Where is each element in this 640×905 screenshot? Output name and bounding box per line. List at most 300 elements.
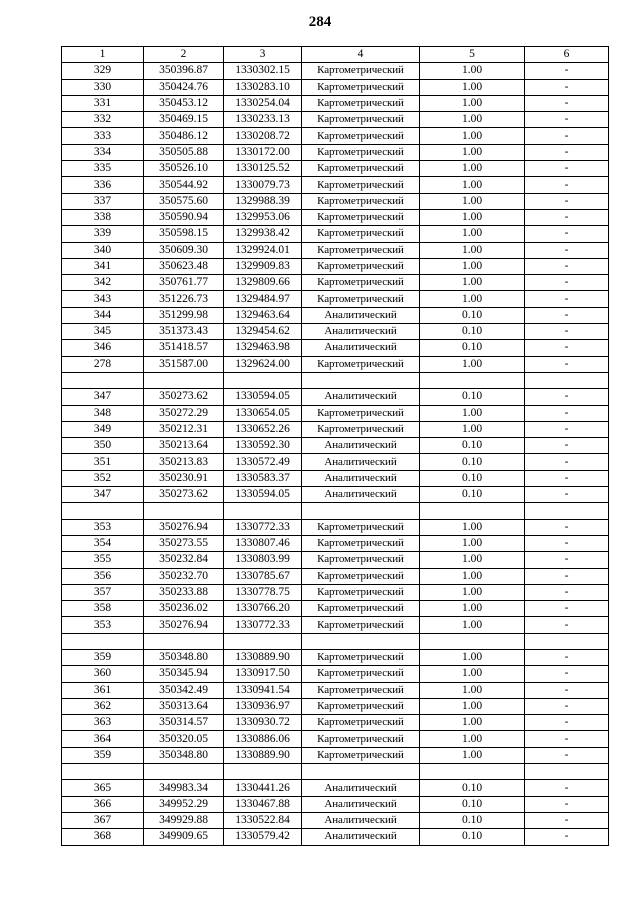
note-cell: -: [525, 780, 609, 796]
accuracy-cell: 0.10: [420, 796, 525, 812]
method-cell: Картометрический: [302, 731, 420, 747]
x-coordinate-cell: 349909.65: [144, 829, 224, 845]
y-coordinate-cell: 1329953.06: [224, 209, 302, 225]
point-number-cell: 360: [62, 666, 144, 682]
table-row: [62, 552, 609, 568]
method-cell: Картометрический: [302, 63, 420, 79]
accuracy-cell: 1.00: [420, 405, 525, 421]
accuracy-cell: 1.00: [420, 291, 525, 307]
point-number-cell: 356: [62, 568, 144, 584]
point-number-cell: 353: [62, 617, 144, 633]
accuracy-cell: [420, 764, 525, 780]
table-row: [62, 275, 609, 291]
accuracy-cell: 1.00: [420, 747, 525, 763]
point-number-cell: 359: [62, 747, 144, 763]
table-row: [62, 324, 609, 340]
accuracy-cell: 0.10: [420, 470, 525, 486]
point-number-cell: 362: [62, 698, 144, 714]
method-cell: Картометрический: [302, 715, 420, 731]
x-coordinate-cell: 350236.02: [144, 601, 224, 617]
x-coordinate-cell: 350213.64: [144, 438, 224, 454]
point-number-cell: 346: [62, 340, 144, 356]
point-number-cell: 333: [62, 128, 144, 144]
note-cell: -: [525, 552, 609, 568]
accuracy-cell: 1.00: [420, 601, 525, 617]
x-coordinate-cell: 350761.77: [144, 275, 224, 291]
y-coordinate-cell: 1330467.88: [224, 796, 302, 812]
accuracy-cell: 1.00: [420, 698, 525, 714]
x-coordinate-cell: 350233.88: [144, 584, 224, 600]
x-coordinate-cell: 351373.43: [144, 324, 224, 340]
note-cell: -: [525, 144, 609, 160]
y-coordinate-cell: 1329624.00: [224, 356, 302, 372]
method-cell: Аналитический: [302, 307, 420, 323]
point-number-cell: 334: [62, 144, 144, 160]
accuracy-cell: 0.10: [420, 307, 525, 323]
x-coordinate-cell: 350526.10: [144, 161, 224, 177]
accuracy-cell: 1.00: [420, 144, 525, 160]
method-cell: Картометрический: [302, 649, 420, 665]
point-number-cell: 357: [62, 584, 144, 600]
accuracy-cell: 1.00: [420, 715, 525, 731]
note-cell: -: [525, 307, 609, 323]
method-cell: Картометрический: [302, 209, 420, 225]
note-cell: -: [525, 682, 609, 698]
note-cell: -: [525, 340, 609, 356]
point-number-cell: 341: [62, 258, 144, 274]
accuracy-cell: 1.00: [420, 584, 525, 600]
y-coordinate-cell: 1330302.15: [224, 63, 302, 79]
accuracy-cell: 1.00: [420, 275, 525, 291]
y-coordinate-cell: 1330583.37: [224, 470, 302, 486]
table-row: [62, 258, 609, 274]
accuracy-cell: 1.00: [420, 177, 525, 193]
y-coordinate-cell: 1330079.73: [224, 177, 302, 193]
y-coordinate-cell: 1330778.75: [224, 584, 302, 600]
accuracy-cell: 0.10: [420, 829, 525, 845]
accuracy-cell: [420, 503, 525, 519]
note-cell: -: [525, 63, 609, 79]
method-cell: Картометрический: [302, 95, 420, 111]
accuracy-cell: 1.00: [420, 568, 525, 584]
y-coordinate-cell: 1330886.06: [224, 731, 302, 747]
table-row: [62, 470, 609, 486]
table-row: [62, 568, 609, 584]
accuracy-cell: 1.00: [420, 112, 525, 128]
table-row: [62, 535, 609, 551]
table-row: [62, 633, 609, 649]
x-coordinate-cell: 350313.64: [144, 698, 224, 714]
x-coordinate-cell: 350396.87: [144, 63, 224, 79]
point-number-cell: 364: [62, 731, 144, 747]
table-body: [62, 63, 609, 845]
table-row: [62, 95, 609, 111]
method-cell: Картометрический: [302, 112, 420, 128]
table-row: [62, 796, 609, 812]
accuracy-cell: 0.10: [420, 438, 525, 454]
y-coordinate-cell: 1330917.50: [224, 666, 302, 682]
note-cell: -: [525, 617, 609, 633]
point-number-cell: 354: [62, 535, 144, 551]
note-cell: -: [525, 209, 609, 225]
y-coordinate-cell: 1330807.46: [224, 535, 302, 551]
method-cell: Картометрический: [302, 193, 420, 209]
method-cell: Картометрический: [302, 405, 420, 421]
point-number-cell: 350: [62, 438, 144, 454]
method-cell: Картометрический: [302, 275, 420, 291]
table-row: [62, 519, 609, 535]
y-coordinate-cell: 1329484.97: [224, 291, 302, 307]
point-number-cell: 349: [62, 421, 144, 437]
y-coordinate-cell: [224, 633, 302, 649]
table-row: [62, 144, 609, 160]
point-number-cell: 332: [62, 112, 144, 128]
method-cell: Картометрический: [302, 421, 420, 437]
method-cell: Аналитический: [302, 324, 420, 340]
accuracy-cell: 0.10: [420, 780, 525, 796]
x-coordinate-cell: 350348.80: [144, 649, 224, 665]
table-row: [62, 666, 609, 682]
method-cell: Аналитический: [302, 487, 420, 503]
table-row: [62, 764, 609, 780]
point-number-cell: 359: [62, 649, 144, 665]
method-cell: Картометрический: [302, 682, 420, 698]
note-cell: -: [525, 258, 609, 274]
table-row: [62, 812, 609, 828]
note-cell: [525, 633, 609, 649]
y-coordinate-cell: 1330125.52: [224, 161, 302, 177]
accuracy-cell: 0.10: [420, 812, 525, 828]
x-coordinate-cell: [144, 372, 224, 388]
accuracy-cell: 0.10: [420, 324, 525, 340]
x-coordinate-cell: 350486.12: [144, 128, 224, 144]
table-row: [62, 307, 609, 323]
point-number-cell: 361: [62, 682, 144, 698]
y-coordinate-cell: 1330572.49: [224, 454, 302, 470]
x-coordinate-cell: 350623.48: [144, 258, 224, 274]
point-number-cell: 352: [62, 470, 144, 486]
note-cell: -: [525, 161, 609, 177]
accuracy-cell: 0.10: [420, 454, 525, 470]
point-number-cell: 339: [62, 226, 144, 242]
point-number-cell: 368: [62, 829, 144, 845]
y-coordinate-cell: 1330772.33: [224, 617, 302, 633]
y-coordinate-cell: [224, 372, 302, 388]
point-number-cell: [62, 633, 144, 649]
x-coordinate-cell: 350575.60: [144, 193, 224, 209]
point-number-cell: 337: [62, 193, 144, 209]
y-coordinate-cell: 1330283.10: [224, 79, 302, 95]
page-number: 284: [308, 14, 332, 30]
accuracy-cell: 1.00: [420, 666, 525, 682]
note-cell: -: [525, 405, 609, 421]
note-cell: -: [525, 193, 609, 209]
column-header: 6: [525, 47, 609, 63]
note-cell: -: [525, 177, 609, 193]
method-cell: Картометрический: [302, 226, 420, 242]
x-coordinate-cell: 350320.05: [144, 731, 224, 747]
table-row: [62, 291, 609, 307]
y-coordinate-cell: 1330654.05: [224, 405, 302, 421]
point-number-cell: 367: [62, 812, 144, 828]
y-coordinate-cell: 1330936.97: [224, 698, 302, 714]
x-coordinate-cell: [144, 764, 224, 780]
column-header: 3: [224, 47, 302, 63]
column-header: 1: [62, 47, 144, 63]
y-coordinate-cell: 1330594.05: [224, 487, 302, 503]
accuracy-cell: 1.00: [420, 519, 525, 535]
x-coordinate-cell: 350342.49: [144, 682, 224, 698]
method-cell: [302, 372, 420, 388]
note-cell: -: [525, 389, 609, 405]
table-row: [62, 161, 609, 177]
note-cell: -: [525, 584, 609, 600]
accuracy-cell: [420, 633, 525, 649]
x-coordinate-cell: 349952.29: [144, 796, 224, 812]
table-row: [62, 454, 609, 470]
y-coordinate-cell: 1330652.26: [224, 421, 302, 437]
method-cell: Картометрический: [302, 617, 420, 633]
note-cell: -: [525, 79, 609, 95]
point-number-cell: 347: [62, 389, 144, 405]
method-cell: Картометрический: [302, 242, 420, 258]
method-cell: Картометрический: [302, 666, 420, 682]
note-cell: [525, 372, 609, 388]
x-coordinate-cell: 351587.00: [144, 356, 224, 372]
column-header: 5: [420, 47, 525, 63]
y-coordinate-cell: 1329909.83: [224, 258, 302, 274]
method-cell: Аналитический: [302, 812, 420, 828]
x-coordinate-cell: 351226.73: [144, 291, 224, 307]
point-number-cell: 342: [62, 275, 144, 291]
table-row: [62, 698, 609, 714]
x-coordinate-cell: 350453.12: [144, 95, 224, 111]
point-number-cell: 343: [62, 291, 144, 307]
y-coordinate-cell: 1330930.72: [224, 715, 302, 731]
table-row: [62, 617, 609, 633]
accuracy-cell: 1.00: [420, 258, 525, 274]
method-cell: Картометрический: [302, 552, 420, 568]
x-coordinate-cell: 350212.31: [144, 421, 224, 437]
point-number-cell: 365: [62, 780, 144, 796]
table-row: [62, 372, 609, 388]
point-number-cell: 358: [62, 601, 144, 617]
accuracy-cell: 1.00: [420, 209, 525, 225]
x-coordinate-cell: 350213.83: [144, 454, 224, 470]
note-cell: -: [525, 112, 609, 128]
note-cell: -: [525, 731, 609, 747]
x-coordinate-cell: 350232.70: [144, 568, 224, 584]
x-coordinate-cell: 350314.57: [144, 715, 224, 731]
table-row: [62, 112, 609, 128]
y-coordinate-cell: 1329463.98: [224, 340, 302, 356]
note-cell: -: [525, 438, 609, 454]
accuracy-cell: 1.00: [420, 421, 525, 437]
point-number-cell: 351: [62, 454, 144, 470]
accuracy-cell: 1.00: [420, 128, 525, 144]
note-cell: -: [525, 715, 609, 731]
table-row: [62, 128, 609, 144]
point-number-cell: 353: [62, 519, 144, 535]
accuracy-cell: 1.00: [420, 161, 525, 177]
accuracy-cell: [420, 372, 525, 388]
table-row: [62, 242, 609, 258]
note-cell: -: [525, 324, 609, 340]
method-cell: Аналитический: [302, 454, 420, 470]
x-coordinate-cell: 350345.94: [144, 666, 224, 682]
point-number-cell: [62, 503, 144, 519]
y-coordinate-cell: 1330208.72: [224, 128, 302, 144]
point-number-cell: 335: [62, 161, 144, 177]
x-coordinate-cell: 350598.15: [144, 226, 224, 242]
point-number-cell: 330: [62, 79, 144, 95]
accuracy-cell: 0.10: [420, 340, 525, 356]
accuracy-cell: 1.00: [420, 552, 525, 568]
note-cell: -: [525, 535, 609, 551]
point-number-cell: 338: [62, 209, 144, 225]
table-row: [62, 682, 609, 698]
x-coordinate-cell: 350272.29: [144, 405, 224, 421]
note-cell: -: [525, 747, 609, 763]
note-cell: -: [525, 568, 609, 584]
note-cell: -: [525, 487, 609, 503]
x-coordinate-cell: 350590.94: [144, 209, 224, 225]
point-number-cell: 355: [62, 552, 144, 568]
y-coordinate-cell: 1330889.90: [224, 649, 302, 665]
y-coordinate-cell: 1329938.42: [224, 226, 302, 242]
accuracy-cell: 1.00: [420, 682, 525, 698]
table-row: [62, 487, 609, 503]
table-row: [62, 731, 609, 747]
note-cell: -: [525, 649, 609, 665]
method-cell: Картометрический: [302, 144, 420, 160]
x-coordinate-cell: 350273.62: [144, 389, 224, 405]
accuracy-cell: 1.00: [420, 79, 525, 95]
point-number-cell: 344: [62, 307, 144, 323]
method-cell: Картометрический: [302, 79, 420, 95]
table-row: [62, 601, 609, 617]
x-coordinate-cell: 351418.57: [144, 340, 224, 356]
y-coordinate-cell: 1329988.39: [224, 193, 302, 209]
y-coordinate-cell: 1330785.67: [224, 568, 302, 584]
point-number-cell: [62, 372, 144, 388]
y-coordinate-cell: 1330803.99: [224, 552, 302, 568]
note-cell: [525, 764, 609, 780]
table-row: [62, 389, 609, 405]
y-coordinate-cell: 1330441.26: [224, 780, 302, 796]
note-cell: -: [525, 421, 609, 437]
accuracy-cell: 1.00: [420, 617, 525, 633]
point-number-cell: 348: [62, 405, 144, 421]
x-coordinate-cell: 350273.62: [144, 487, 224, 503]
y-coordinate-cell: 1330592.30: [224, 438, 302, 454]
y-coordinate-cell: 1330889.90: [224, 747, 302, 763]
point-number-cell: 347: [62, 487, 144, 503]
note-cell: -: [525, 275, 609, 291]
method-cell: Аналитический: [302, 438, 420, 454]
y-coordinate-cell: 1330233.13: [224, 112, 302, 128]
y-coordinate-cell: [224, 764, 302, 780]
method-cell: Картометрический: [302, 519, 420, 535]
note-cell: [525, 503, 609, 519]
method-cell: Аналитический: [302, 470, 420, 486]
x-coordinate-cell: 350609.30: [144, 242, 224, 258]
method-cell: Картометрический: [302, 177, 420, 193]
column-header: 4: [302, 47, 420, 63]
method-cell: Картометрический: [302, 356, 420, 372]
method-cell: [302, 633, 420, 649]
table-row: [62, 780, 609, 796]
method-cell: Картометрический: [302, 568, 420, 584]
x-coordinate-cell: 350544.92: [144, 177, 224, 193]
accuracy-cell: 1.00: [420, 356, 525, 372]
table-row: [62, 226, 609, 242]
table-row: [62, 405, 609, 421]
y-coordinate-cell: 1329924.01: [224, 242, 302, 258]
coordinates-table: [61, 46, 609, 846]
point-number-cell: 329: [62, 63, 144, 79]
y-coordinate-cell: 1330941.54: [224, 682, 302, 698]
y-coordinate-cell: 1330172.00: [224, 144, 302, 160]
x-coordinate-cell: 349983.34: [144, 780, 224, 796]
method-cell: Картометрический: [302, 584, 420, 600]
x-coordinate-cell: 350469.15: [144, 112, 224, 128]
x-coordinate-cell: 351299.98: [144, 307, 224, 323]
table-row: [62, 747, 609, 763]
accuracy-cell: 0.10: [420, 487, 525, 503]
column-header: 2: [144, 47, 224, 63]
x-coordinate-cell: 350232.84: [144, 552, 224, 568]
y-coordinate-cell: 1330594.05: [224, 389, 302, 405]
y-coordinate-cell: 1330254.04: [224, 95, 302, 111]
note-cell: -: [525, 356, 609, 372]
method-cell: Картометрический: [302, 128, 420, 144]
y-coordinate-cell: 1329463.64: [224, 307, 302, 323]
note-cell: -: [525, 666, 609, 682]
x-coordinate-cell: [144, 503, 224, 519]
point-number-cell: 336: [62, 177, 144, 193]
point-number-cell: 366: [62, 796, 144, 812]
point-number-cell: [62, 764, 144, 780]
table-row: [62, 356, 609, 372]
note-cell: -: [525, 519, 609, 535]
x-coordinate-cell: 350505.88: [144, 144, 224, 160]
x-coordinate-cell: 350276.94: [144, 617, 224, 633]
note-cell: -: [525, 454, 609, 470]
table-row: [62, 715, 609, 731]
accuracy-cell: 1.00: [420, 242, 525, 258]
x-coordinate-cell: 350273.55: [144, 535, 224, 551]
point-number-cell: 363: [62, 715, 144, 731]
point-number-cell: 340: [62, 242, 144, 258]
table-row: [62, 649, 609, 665]
note-cell: -: [525, 796, 609, 812]
note-cell: -: [525, 829, 609, 845]
accuracy-cell: 1.00: [420, 63, 525, 79]
note-cell: -: [525, 95, 609, 111]
x-coordinate-cell: [144, 633, 224, 649]
method-cell: Картометрический: [302, 535, 420, 551]
note-cell: -: [525, 128, 609, 144]
method-cell: Аналитический: [302, 340, 420, 356]
table-row: [62, 340, 609, 356]
table-row: [62, 421, 609, 437]
note-cell: -: [525, 226, 609, 242]
note-cell: -: [525, 698, 609, 714]
accuracy-cell: 0.10: [420, 389, 525, 405]
method-cell: Аналитический: [302, 780, 420, 796]
table-row: [62, 209, 609, 225]
